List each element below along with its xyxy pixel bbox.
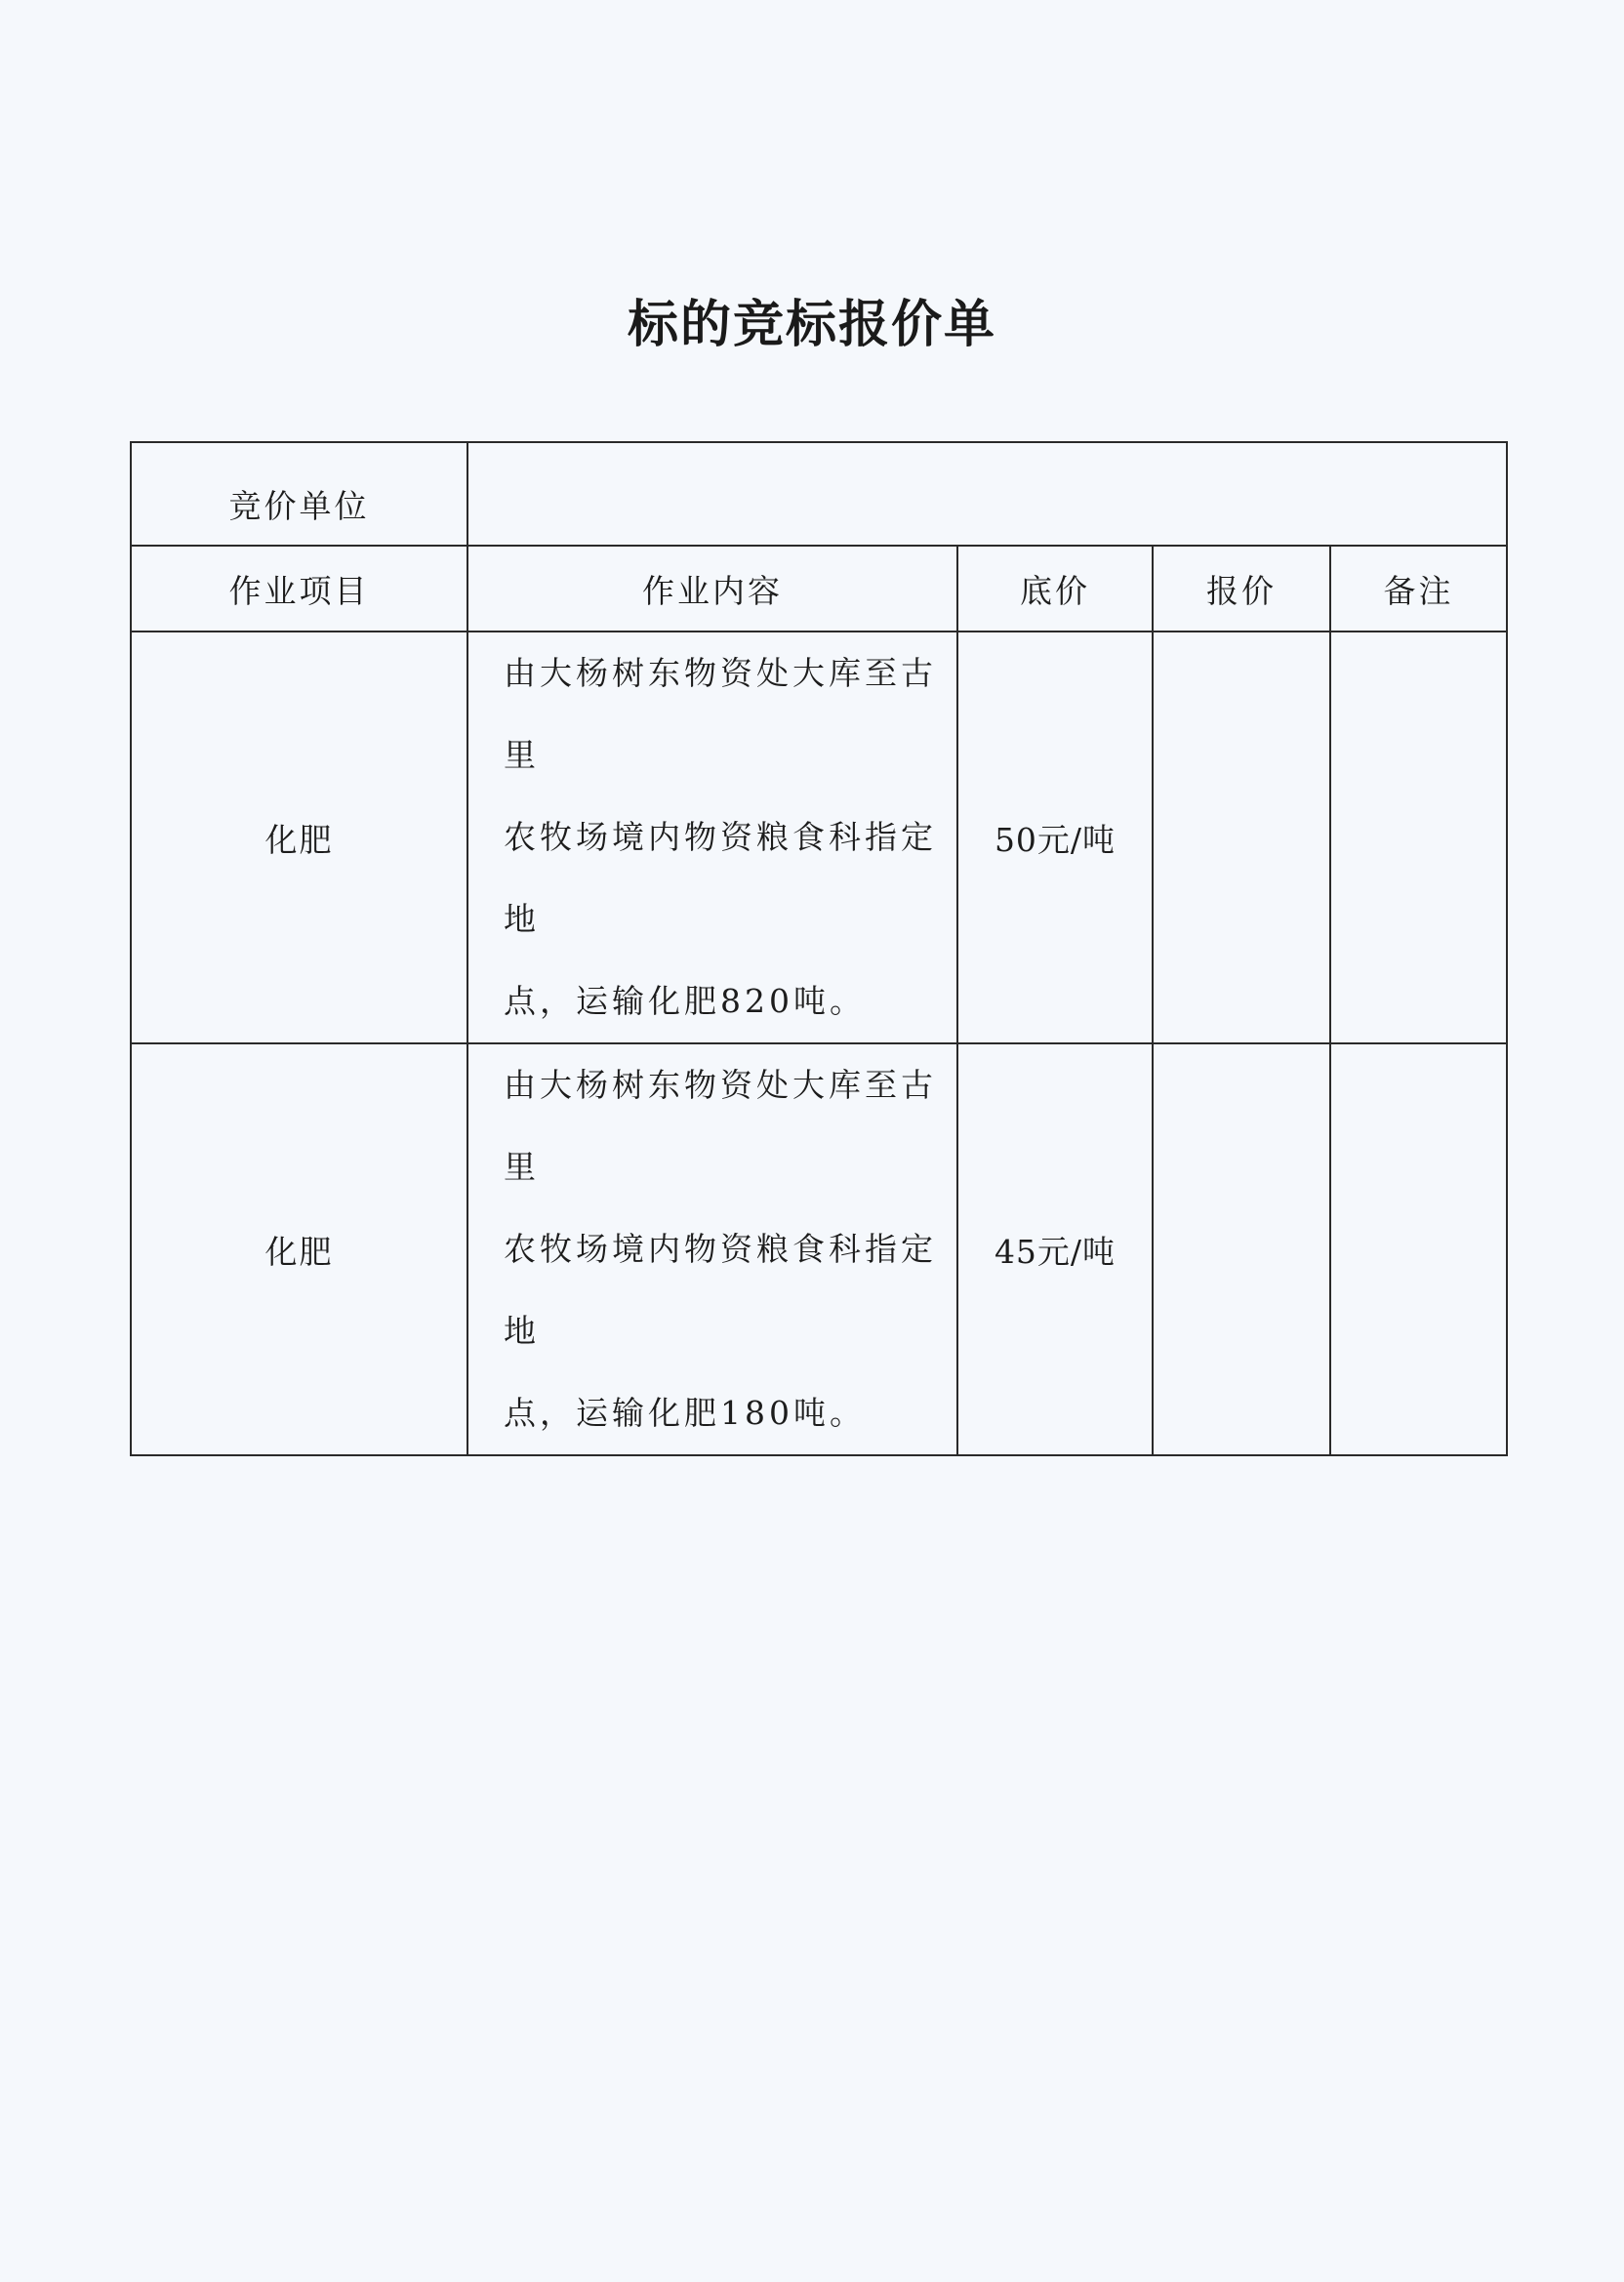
content-line: 点，运输化肥180吨。 <box>504 1394 866 1432</box>
base-price-cell: 50元/吨 <box>957 632 1153 1043</box>
content-line: 点，运输化肥820吨。 <box>504 982 866 1020</box>
table-row <box>131 1043 1507 1455</box>
item-cell: 化肥 <box>131 1043 467 1455</box>
content-line: 由大杨树东物资处大库至古里 <box>504 654 937 774</box>
remark-cell[interactable] <box>1330 632 1507 1043</box>
quote-cell[interactable] <box>1153 632 1330 1043</box>
quote-cell[interactable] <box>1153 1043 1330 1455</box>
header-base-price: 底价 <box>957 546 1153 632</box>
content-line: 由大杨树东物资处大库至古里 <box>504 1066 937 1186</box>
content-line: 农牧场境内物资粮食科指定地 <box>504 818 937 938</box>
content-cell <box>467 632 957 1043</box>
table-row <box>131 632 1507 1043</box>
page-title: 标的竞标报价单 <box>627 296 996 354</box>
bidder-label: 竞价单位 <box>131 442 467 546</box>
bid-quote-table <box>130 441 1508 1456</box>
header-remark: 备注 <box>1330 546 1507 632</box>
item-cell: 化肥 <box>131 632 467 1043</box>
header-content: 作业内容 <box>467 546 957 632</box>
content-cell <box>467 1043 957 1455</box>
header-item: 作业项目 <box>131 546 467 632</box>
base-price-cell: 45元/吨 <box>957 1043 1153 1455</box>
header-quote: 报价 <box>1153 546 1330 632</box>
remark-cell[interactable] <box>1330 1043 1507 1455</box>
content-line: 农牧场境内物资粮食科指定地 <box>504 1230 937 1350</box>
header-row <box>131 546 1507 632</box>
bidder-value-field[interactable] <box>467 442 1507 546</box>
bidder-row <box>131 442 1507 546</box>
